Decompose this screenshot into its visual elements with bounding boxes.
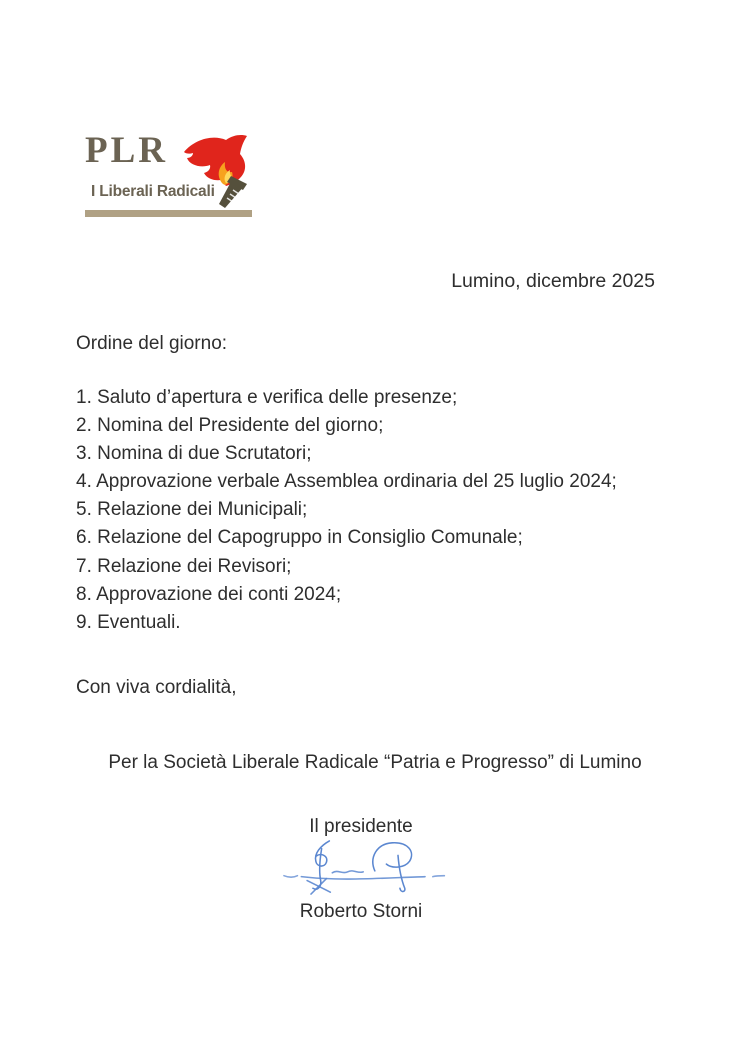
agenda-item-4: 4. Approvazione verbale Assemblea ordinaria del 25 luglio 2024; bbox=[76, 471, 617, 493]
logo-underline-bar bbox=[85, 210, 252, 217]
agenda-title: Ordine del giorno: bbox=[76, 333, 228, 354]
organization-line: Per la Società Liberale Radicale “Patria e Progresso” di Lumino bbox=[108, 752, 642, 773]
agenda-item-1: 1. Saluto d’apertura e verifica delle presenze; bbox=[76, 387, 458, 408]
signer-role: Il presidente bbox=[309, 816, 413, 837]
agenda-item-7: 7. Relazione dei Revisori; bbox=[76, 555, 292, 577]
agenda-item-8: 8. Approvazione dei conti 2024; bbox=[76, 583, 342, 605]
logo-subtitle: I Liberali Radicali bbox=[91, 183, 215, 200]
dateline: Lumino, dicembre 2025 bbox=[451, 270, 655, 292]
agenda-item-5: 5. Relazione dei Municipali; bbox=[76, 499, 308, 521]
handwritten-signature bbox=[279, 838, 459, 896]
logo-acronym: PLR bbox=[85, 130, 168, 171]
agenda-item-6: 6. Relazione del Capogruppo in Consiglio Comunale; bbox=[76, 527, 523, 549]
agenda-item-9: 9. Eventuali. bbox=[76, 611, 181, 633]
plr-logo bbox=[85, 130, 252, 217]
closing-line: Con viva cordialità, bbox=[76, 677, 237, 698]
agenda-list bbox=[76, 384, 617, 637]
signer-name: Roberto Storni bbox=[299, 901, 423, 922]
agenda-item-3: 3. Nomina di due Scrutatori; bbox=[76, 443, 312, 465]
agenda-item-2: 2. Nomina del Presidente del giorno; bbox=[76, 415, 384, 437]
signature-block bbox=[0, 816, 750, 923]
